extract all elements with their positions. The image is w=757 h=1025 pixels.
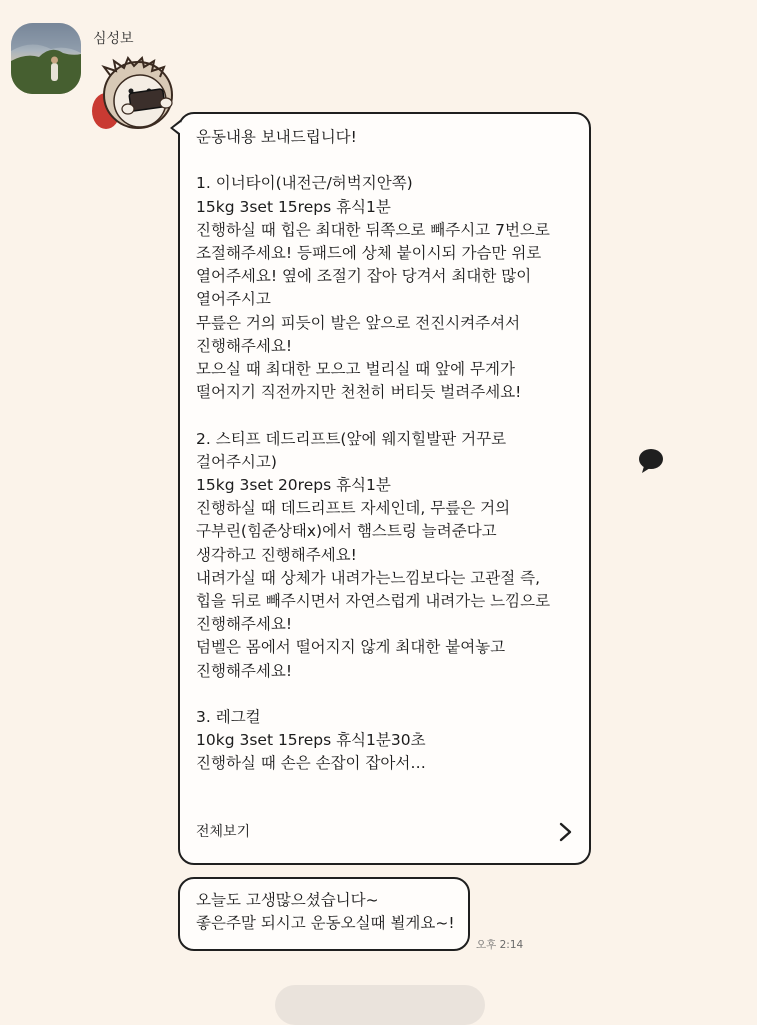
message-line: 모으실 때 최대한 모으고 벌리실 때 앞에 무게가	[196, 360, 515, 379]
message-line: 진행해주세요!	[196, 615, 293, 634]
chevron-right-icon[interactable]	[555, 821, 575, 843]
message-line: 좋은주말 되시고 운동오실때 뵐게요~!	[196, 914, 455, 932]
message-line: 열어주세요! 옆에 조절기 잡아 당겨서 최대한 많이	[196, 267, 532, 286]
sender-name: 심성보	[93, 31, 134, 47]
message-line	[196, 404, 584, 427]
message-line: 15kg 3set 15reps 휴식1분	[196, 197, 391, 216]
message-line: 진행해주세요!	[196, 336, 293, 355]
message-line: 3. 레그컬	[196, 708, 261, 727]
avatar-photo	[11, 23, 81, 94]
message-line: 진행하실 때 힙은 최대한 뒤쪽으로 빼주시고 7번으로	[196, 220, 550, 239]
bubble-tail-fill	[173, 122, 181, 134]
view-all-link[interactable]: 전체보기	[196, 824, 251, 840]
bottom-floating-button[interactable]	[275, 985, 485, 1025]
sender-avatar[interactable]	[11, 23, 81, 94]
message-line: 내려가실 때 상체가 내려가는느낌보다는 고관절 즉,	[196, 568, 540, 587]
message-line: 2. 스티프 데드리프트(앞에 웨지힐발판 거꾸로	[196, 429, 507, 448]
message-line: 오늘도 고생많으셨습니다~	[196, 891, 379, 909]
message-line: 힙을 뒤로 빼주시면서 자연스럽게 내려가는 느낌으로	[196, 592, 551, 611]
speech-bubble-icon[interactable]	[637, 447, 665, 475]
message-timestamp: 오후 2:14	[476, 939, 524, 951]
message-line: 무릎은 거의 피듯이 발은 앞으로 전진시켜주셔서	[196, 313, 521, 332]
message-line: 진행하실 때 손은 손잡이 잡아서…	[196, 754, 426, 773]
message-line: 생각하고 진행해주세요!	[196, 545, 357, 564]
message-line	[196, 149, 584, 172]
message-line: 걸어주시고)	[196, 452, 277, 471]
message-line	[196, 683, 584, 706]
message-text-greeting	[196, 889, 455, 935]
message-line: 열어주시고	[196, 290, 271, 309]
message-line: 1. 이너타이(내전근/허벅지안쪽)	[196, 174, 413, 193]
message-line: 덤벨은 몸에서 떨어지지 않게 최대한 붙여놓고	[196, 638, 506, 657]
message-line: 10kg 3set 15reps 휴식1분30초	[196, 731, 426, 750]
hedgehog-sticker	[88, 55, 180, 133]
message-line: 조절해주세요! 등패드에 상체 붙이시되 가슴만 위로	[196, 244, 542, 262]
message-text-workout	[196, 126, 584, 776]
message-line: 진행해주세요!	[196, 661, 293, 680]
message-line: 운동내용 보내드립니다!	[196, 128, 357, 146]
message-line: 떨어지기 직전까지만 천천히 버티듯 벌려주세요!	[196, 383, 522, 402]
message-line: 구부린(힘준상태x)에서 햄스트링 늘려준다고	[196, 522, 497, 541]
message-line: 진행하실 때 데드리프트 자세인데, 무릎은 거의	[196, 499, 511, 518]
message-line: 15kg 3set 20reps 휴식1분	[196, 476, 391, 495]
